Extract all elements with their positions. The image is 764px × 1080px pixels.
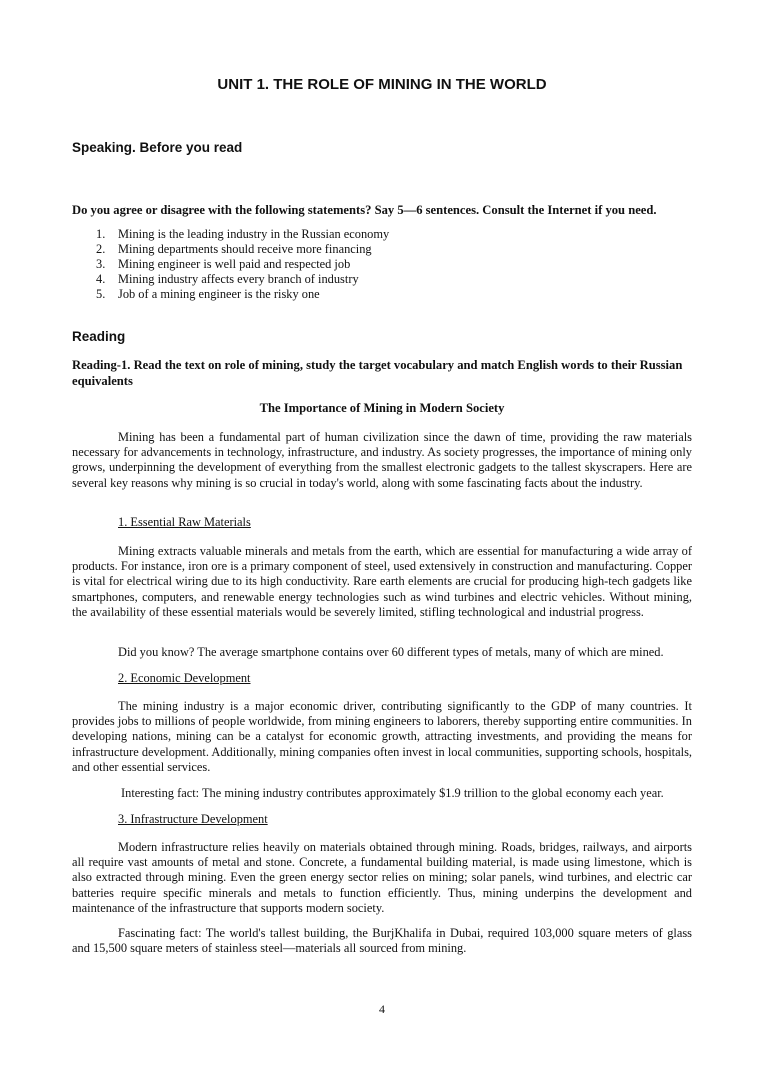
list-number: 4. bbox=[96, 272, 106, 286]
list-number: 2. bbox=[96, 242, 106, 256]
section2-paragraph: The mining industry is a major economic driver, contributing significantly to the GDP of many countries. It provides jobs to millions of people worldwide, from mining engineers to laborers, thereby supporting entire communities. In developing nations, mining can be a catalyst for economic growth, attracting investments, and providing the means for infrastructure development. Additionally, mining companies often invest in local communities, supporting schools, hospitals, and other essential services. bbox=[72, 699, 692, 774]
section3-fact: Fascinating fact: The world's tallest building, the BurjKhalifa in Dubai, required 103,000 square meters of glass and 15,500 square meters of stainless steel—materials all sourced from mining. bbox=[72, 926, 692, 956]
unit-title: UNIT 1. THE ROLE OF MINING IN THE WORLD bbox=[217, 76, 547, 93]
reading-heading: Reading bbox=[72, 329, 126, 344]
list-item bbox=[96, 242, 389, 257]
section2-heading: 2. Economic Development bbox=[118, 671, 251, 685]
list-item bbox=[96, 272, 389, 287]
list-text: Mining industry affects every branch of industry bbox=[118, 272, 359, 286]
article-title: The Importance of Mining in Modern Society bbox=[259, 401, 505, 415]
speaking-heading: Speaking. Before you read bbox=[72, 140, 243, 155]
statements-list bbox=[96, 227, 389, 302]
task-instruction: Do you agree or disagree with the following statements? Say 5—6 sentences. Consult the Internet if you need. bbox=[72, 203, 657, 217]
section1-heading: 1. Essential Raw Materials bbox=[118, 515, 251, 529]
list-item bbox=[96, 227, 389, 242]
intro-paragraph: Mining has been a fundamental part of human civilization since the dawn of time, providing the raw materials necessary for advancements in technology, infrastructure, and industry. As society progresses, the importance of mining only grows, underpinning the development of everything from the smallest electronic gadgets to the tallest skyscrapers. Here are several key reasons why mining is so crucial in today's world, along with some fascinating facts about the industry. bbox=[72, 430, 692, 490]
list-text: Mining is the leading industry in the Russian economy bbox=[118, 227, 390, 241]
list-number: 1. bbox=[96, 227, 106, 241]
section3-paragraph: Modern infrastructure relies heavily on materials obtained through mining. Roads, bridges, railways, and airports all require vast amounts of metal and stone. Concrete, a fundamental building material, is made using limestone, which is also extracted through mining. Even the green energy sector relies on mining; solar panels, wind turbines, and electric car batteries require specific minerals and metals to function efficiently. Thus, mining underpins the development and maintenance of the infrastructure that supports modern society. bbox=[72, 840, 692, 915]
reading-task: Reading-1. Read the text on role of mining, study the target vocabulary and match English words to their Russian equivalents bbox=[72, 358, 683, 388]
list-item bbox=[96, 257, 389, 272]
section1-paragraph: Mining extracts valuable minerals and metals from the earth, which are essential for manufacturing a wide array of products. For instance, iron ore is a primary component of steel, used extensively in construction and manufacturing. Copper is vital for electrical wiring due to its high conductivity. Rare earth elements are crucial for producing high-tech gadgets like smartphones, computers, and renewable energy technologies such as wind turbines and electric vehicles. Without mining, the availability of these essential materials would be severely limited, stifling technological and industrial progress. bbox=[72, 544, 692, 619]
list-number: 5. bbox=[96, 287, 106, 301]
page-number: 4 bbox=[379, 1002, 385, 1016]
section1-fact: Did you know? The average smartphone contains over 60 different types of metals, many of which are mined. bbox=[118, 645, 664, 659]
list-text: Mining departments should receive more financing bbox=[118, 242, 372, 256]
list-text: Job of a mining engineer is the risky one bbox=[118, 287, 320, 301]
list-number: 3. bbox=[96, 257, 106, 271]
section2-fact: Interesting fact: The mining industry contributes approximately $1.9 trillion to the global economy each year. bbox=[121, 786, 664, 800]
list-text: Mining engineer is well paid and respected job bbox=[118, 257, 351, 271]
list-item bbox=[96, 287, 389, 302]
section3-heading: 3. Infrastructure Development bbox=[118, 812, 268, 826]
